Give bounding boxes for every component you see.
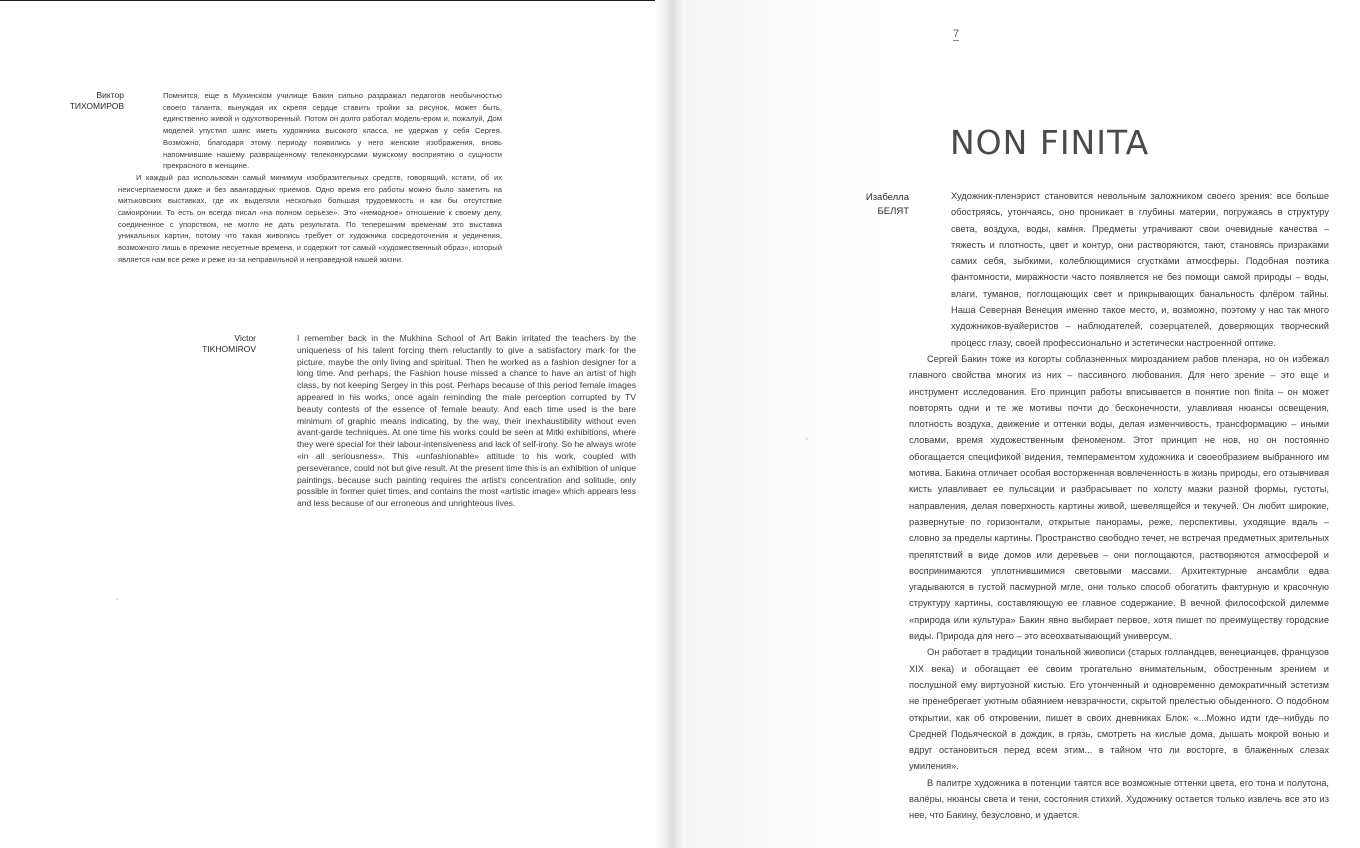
- ru-author-last: ТИХОМИРОВ: [69, 101, 124, 111]
- essay-text-block: [909, 188, 1329, 824]
- en-paragraph: I remember back in the Mukhina School of Art Bakin irritated the teachers by the uniqueness of his talent forcing them reluctantly to give a satisfactory mark for the picture, maybe the only living and spiritual. Then he worked as a fashion designer for a long time. And perhaps, the Fashion house missed a chance to have an artist of high class, by not keeping Sergey in this post. Perhaps because of this period female images appeared in his works, once again reminding the male perception corrupted by TV beauty contests of the essence of female beauty. And each time used is the bare minimum of graphic means indicating, by the way, their inexhaustibility without even avant-garde techniques. At one time his works could be seen at Mitki exhibitions, where they were special for their labour-intensiveness and lack of self-irony. So he always wrote «in all seriousness». This «unfashionable» attitude to his work, coupled with perseverance, could not but give result. At the present time this is an exhibition of unique paintings, because such painting requires the artist's concentration and solitude, only possible in former quiet times, and contains the most «artistic image» which appears less and less because of our erroneous and unrighteous lives.: [297, 333, 636, 509]
- top-edge-line: [0, 0, 694, 1]
- essay-author-first: Изабелла: [865, 192, 909, 203]
- ru-author-name: [40, 90, 124, 112]
- left-page: [0, 0, 666, 848]
- essay-author-last: БЕЛЯТ: [877, 206, 909, 217]
- page-number: 7: [953, 28, 960, 40]
- essay-paragraph: В палитре художника в потенции таятся все возможные оттенки цвета, его тона и полутона, валёры, нюансы света и тени, состояния стихий. Художнику остается только извлечь все это из нее, что Бакину, безусловно, и удается.: [909, 777, 1329, 821]
- paper-speck: [116, 598, 118, 600]
- page-title: NON FINITA: [950, 123, 1150, 162]
- en-author-last: TIKHOMIROV: [202, 344, 256, 354]
- book-gutter-shadow: [655, 0, 685, 848]
- ru-paragraph: Помнится, еще в Мухинском училище Бакин сильно раздражал педагогов необычностью своего таланта, вынуждая их скрепя сердце ставить тройки за рисунок, может быть, единственно живой и одухотворенный. Потом он долго работал модель-ером и, пожалуй, Дом моделей упустил шанс иметь художника высокого класса, не удержав у себя Сергея. Возможно, благодаря этому периоду появились у него женские изображения, вновь напомнившие нашему развращенному телеконкурсами мужскому восприятию о сущности прекрасного в женщине.: [163, 91, 502, 171]
- essay-paragraph: Сергей Бакин тоже из когорты соблазненных мирозданием рабов пленэра, но он избежал главного свойства многих из них – пассивного любования. Для него зрение – это еще и инструмент исследования. Его принцип работы вписывается в понятие non finita – он может повторять одни и те же мотивы почти до бесконечности, улавливая нюансы освещения, плотность воздуха, движение и оттенки воды, делая изменчивость, трансформацию – иными словами, время художественным феноменом. Этот принцип не нов, но он постоянно обогащается спецификой видения, темпераментом художника и своеобразием выбранного им мотива. Бакина отличает особая восторженная вовлеченность в жизнь природы, его отзывчивая кисть улавливает ее пульсации и разбрасывает по холсту мазки разной формы, густоты, направления, делая поверхность картины живой, шевелящейся и текучей. Он любит широкие, развернутые по горизонтали, открытые панорамы, реже, перспективы, уходящие вдаль – словно за пределы картины. Пространство свободно течет, не встречая предметных зрительных препятствий в виде домов или деревьев – они поглощаются, растворяются атмосферой и воспринимаются уплотнившимися световыми массами. Архитектурные ансамбли едва угадываются в густой пасмурной мгле, они только способ обогатить фактурную и красочную структуру картины, составляющую ее главное содержание. В вечной философской дилемме «природа или культура» Бакин явно выбирает первое, хотя пишет по преимуществу городские виды. Природа для него – это всеохватывающий универсум.: [909, 353, 1329, 642]
- ru-author-first: Виктор: [96, 90, 124, 100]
- en-author-name: [176, 333, 256, 355]
- essay-author-name: [840, 191, 909, 219]
- ru-paragraph: И каждый раз использован самый минимум изобразительных средств, говорящий, кстати, об их неисчерпаемости даже и без авангардных приемов. Одно время его работы можно было заметить на митьковских выставках, где их выделяли несколько большая трудоемкость и как бы отсутствие самоиронии. То есть он всегда писал «на полном серьезе». Это «немодное» отношение к своему делу, соединенное с упорством, не могло не дать результата. По теперешним временам это выставка уникальных картин, потому что такая живопись требует от художника сосредоточения и уединения, возможного лишь в прежние несуетные времена, и содержит тот самый «художественный образ», который является нам все реже и реже из-за неправильной и неправедной нашей жизни.: [118, 172, 502, 264]
- ru-text-block: [118, 90, 502, 266]
- paper-speck: [806, 438, 808, 440]
- essay-paragraph: Художник-пленэрист становится невольным заложником своего зрения: все больше обостряясь, утончаясь, оно проникает в глубины материи, погружаясь в структуру света, воздуха, воды, камня. Предметы утрачивают свои очевидные качества – тяжесть и плотность, цвет и контур, они растворяются, тают, становясь призраками самих себя, зыбкими, колеблющимися сгустками атмосферы. Подобная поэтика фантомности, миражности часто появляется не без помощи самой природы – воды, влаги, туманов, поглощающих свет и прикрывающих банальность флёром тайны. Наша Северная Венеция именно такое место, и, возможно, поэтому у нас так много художников-вуайеристов – наблюдателей, созерцателей, доверяющих творческий процесс глазу, своей профессионально и эстетически настроенной оптике.: [951, 191, 1329, 348]
- en-text-block: [255, 333, 636, 510]
- en-author-first: Victor: [234, 333, 256, 343]
- essay-paragraph: Он работает в традиции тональной живописи (старых голландцев, венецианцев, французов XIX века) и обогащает ее своим трогательно внимательным, обостренным зрением и послушной ему виртуозной кистью. Его утонченный и одновременно демократичный эстетизм не пренебрегает уютным обаянием невзрачности, скрытой прелестью обыденного. О подобном открытии, как об откровении, пишет в своих дневниках Блок: «...Можно идти где–нибудь по Средней Подьяческой в дождик, в грязь, смотреть на кислые дома, дышать мокрой вонью и вдруг остановиться перед всем этим... в тайном что ли восторге, в блаженных слезах умиления».: [909, 647, 1329, 772]
